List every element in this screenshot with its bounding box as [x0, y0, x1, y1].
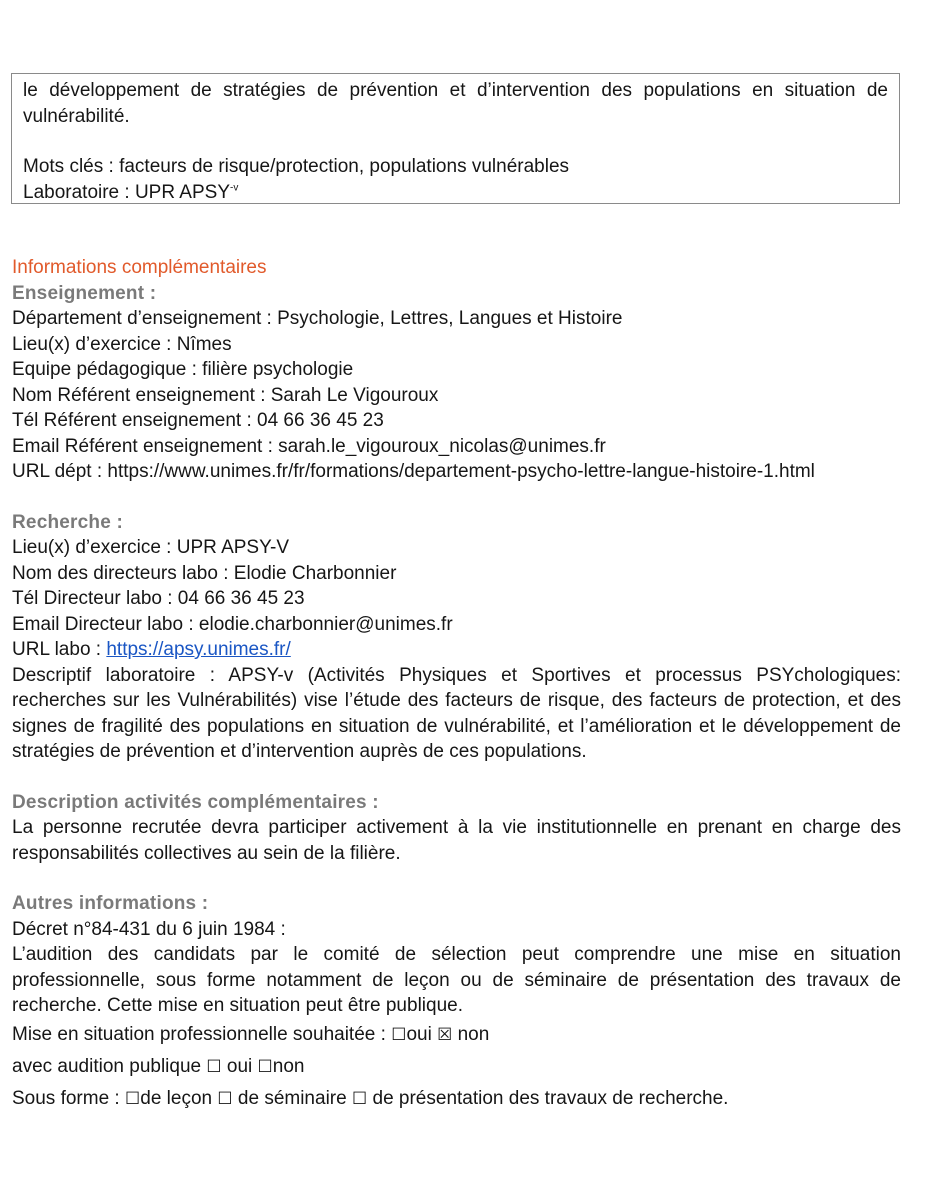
teaching-department: Département d’enseignement : Psychologie, Lettres, Langues et Histoire: [12, 308, 623, 329]
professional-yes-checkbox[interactable]: ☐: [391, 1024, 407, 1045]
professional-situation-line: [12, 1019, 901, 1051]
format-line: [12, 1083, 901, 1115]
laboratory-superscript: -v: [230, 182, 239, 194]
research-lab-url-line: [12, 637, 901, 663]
research-heading: Recherche :: [12, 511, 123, 533]
public-audition-line: [12, 1051, 901, 1083]
research-director-phone: Tél Directeur labo : 04 66 36 45 23: [12, 588, 305, 609]
public-yes-checkbox[interactable]: ☐: [206, 1056, 222, 1077]
public-yes-label: oui: [221, 1055, 258, 1077]
teaching-department-url: URL dépt : https://www.unimes.fr/fr/formations/departement-psycho-lettre-langue-histoire-1.html: [12, 461, 815, 482]
format-presentation-checkbox[interactable]: ☐: [351, 1088, 368, 1109]
professional-no-checkbox[interactable]: ☒: [437, 1024, 453, 1045]
section-title: Informations complémentaires: [12, 257, 267, 278]
complementary-heading: Description activités complémentaires :: [12, 791, 379, 813]
public-no-checkbox[interactable]: ☐: [257, 1056, 273, 1077]
professional-no-label: non: [452, 1023, 490, 1045]
keywords-line: Mots clés : facteurs de risque/protection, populations vulnérables: [23, 156, 570, 177]
teaching-referent-name: Nom Référent enseignement : Sarah Le Vigouroux: [12, 384, 439, 406]
laboratory-label: Laboratoire : UPR APSY: [23, 181, 230, 203]
professional-situation-label: Mise en situation professionnelle souhaitée :: [12, 1023, 392, 1045]
laboratory-line: [23, 180, 888, 206]
public-audition-label: avec audition publique: [12, 1055, 207, 1077]
summary-box: [11, 73, 900, 204]
teaching-location: Lieu(x) d’exercice : Nîmes: [12, 333, 232, 355]
audition-text: L’audition des candidats par le comité de sélection peut comprendre une mise en situation professionnelle, sous forme notamment de leçon ou de séminaire de présentation des travaux de recherche. Cette mise en situation peut être publique.: [12, 944, 901, 1016]
summary-continuation-text: le développement de stratégies de prévention et d’intervention des populations en situation de vulnérabilité.: [23, 80, 888, 127]
format-presentation-label: de présentation des travaux de recherche.: [367, 1087, 729, 1109]
lab-url-label: URL labo :: [12, 639, 107, 660]
format-seminar-checkbox[interactable]: ☐: [217, 1088, 233, 1109]
decree-line: Décret n°84-431 du 6 juin 1984 :: [12, 918, 286, 940]
other-info-heading: Autres informations :: [12, 893, 209, 914]
research-director-names: Nom des directeurs labo : Elodie Charbonnier: [12, 562, 397, 584]
research-director-email: Email Directeur labo : elodie.charbonnier@unimes.fr: [12, 613, 453, 635]
additional-information: [12, 255, 901, 1115]
research-lab-description: Descriptif laboratoire : APSY-v (Activités Physiques et Sportives et processus PSYchologiques: recherches sur les Vulnérabilités) vise l’étude des facteurs de risque, des facteurs de protection, et des signes de fragilité des populations en situation de vulnérabilité, et l’amélioration et le développement de stratégies de prévention et d’intervention auprès de ces populations.: [12, 664, 901, 762]
format-lesson-label: de leçon: [140, 1087, 218, 1109]
teaching-heading: Enseignement :: [12, 282, 157, 304]
teaching-referent-email: Email Référent enseignement : sarah.le_vigouroux_nicolas@unimes.fr: [12, 435, 606, 457]
format-label: Sous forme :: [12, 1087, 125, 1109]
lab-url-link[interactable]: https://apsy.unimes.fr/: [106, 639, 291, 660]
format-seminar-label: de séminaire: [232, 1087, 352, 1109]
research-location: Lieu(x) d’exercice : UPR APSY-V: [12, 537, 290, 558]
teaching-team: Equipe pédagogique : filière psychologie: [12, 359, 354, 380]
public-no-label: non: [272, 1055, 305, 1077]
professional-yes-label: oui: [406, 1023, 438, 1045]
format-lesson-checkbox[interactable]: ☐: [125, 1088, 141, 1109]
complementary-text: La personne recrutée devra participer activement à la vie institutionnelle en prenant en charge des responsabilités collectives au sein de la filière.: [12, 817, 901, 864]
teaching-referent-phone: Tél Référent enseignement : 04 66 36 45 23: [12, 410, 384, 431]
